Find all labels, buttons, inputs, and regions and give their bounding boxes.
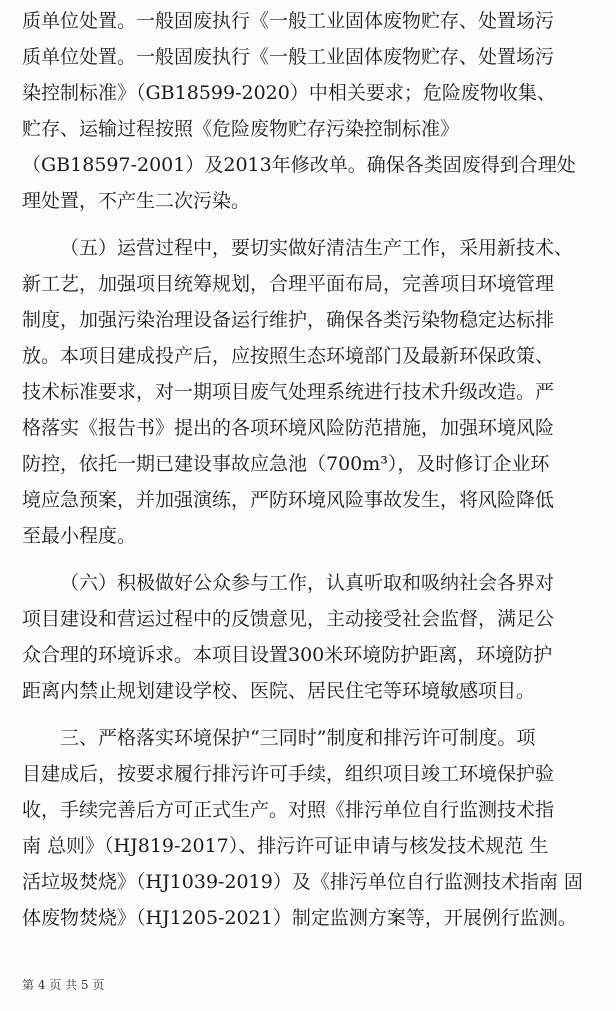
text-line: 目建成后，按要求履行排污许可手续，组织项目竣工环境保护验 — [22, 763, 555, 785]
text-line: 距离内禁止规划建设学校、医院、居民住宅等环境敏感项目。 — [22, 680, 536, 702]
text-line: 收，手续完善后方可正式生产。对照《排污单位自行监测技术指 — [22, 799, 555, 821]
text-line: 南 总则》（HJ819-2017）、排污许可证申请与核发技术规范 生 — [22, 835, 549, 857]
text-line: 放。本项目建成投产后，应按照生态环境部门及最新环保政策、 — [22, 345, 555, 367]
text-line: 质单位处置。一般固废执行《一般工业固体废物贮存、处置场污 — [22, 10, 555, 32]
text-line: 项目建设和营运过程中的反馈意见，主动接受社会监督，满足公 — [22, 608, 555, 630]
page-footer: 第 4 页 共 5 页 — [22, 978, 105, 992]
text-line: 至最小程度。 — [22, 525, 137, 547]
text-line: 新工艺，加强项目统筹规划，合理平面布局，完善项目环境管理 — [22, 273, 555, 295]
text-line: 质单位处置。一般固废执行《一般工业固体废物贮存、处置场污 — [22, 46, 555, 68]
text-line: 格落实《报告书》提出的各项环境风险防范措施，加强环境风险 — [22, 417, 555, 439]
text-line: 防控，依托一期已建设事故应急池（700m³），及时修订企业环 — [22, 453, 550, 475]
text-line: 三、严格落实环境保护“三同时”制度和排污许可制度。项 — [60, 727, 536, 749]
text-line: （六）积极做好公众参与工作，认真听取和吸纳社会各界对 — [60, 572, 555, 594]
text-line: 活垃圾焚烧》（HJ1039-2019）及《排污单位自行监测技术指南 固 — [22, 871, 583, 893]
text-line: 理处置，不产生二次污染。 — [22, 190, 251, 212]
text-line: 众合理的环境诉求。本项目设置300米环境防护距离，环境防护 — [22, 644, 553, 666]
text-line: 境应急预案，并加强演练，严防环境风险事故发生，将风险降低 — [22, 489, 555, 511]
text-line: 贮存、运输过程按照《危险废物贮存污染控制标准》 — [22, 118, 460, 140]
text-line: （五）运营过程中，要切实做好清洁生产工作，采用新技术、 — [60, 237, 574, 259]
text-line: （GB18597-2001）及2013年修改单。确保各类固废得到合理处 — [22, 154, 576, 176]
text-line: 制度，加强污染治理设备运行维护，确保各类污染物稳定达标排 — [22, 309, 555, 331]
text-line: 技术标准要求，对一期项目废气处理系统进行技术升级改造。严 — [22, 381, 555, 403]
text-line: 染控制标准》（GB18599-2020）中相关要求；危险废物收集、 — [22, 82, 556, 104]
text-line: 体废物焚烧》（HJ1205-2021）制定监测方案等，开展例行监测。 — [22, 907, 577, 929]
